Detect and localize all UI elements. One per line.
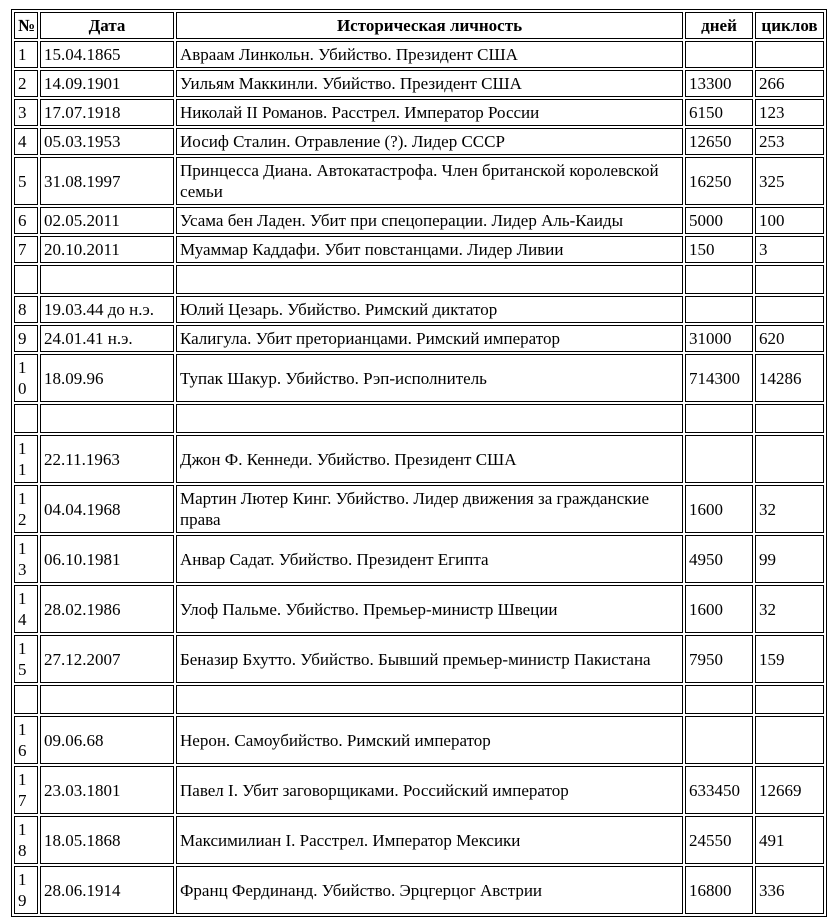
row-number: 14 bbox=[14, 585, 38, 633]
table-row bbox=[14, 41, 824, 68]
days-cell bbox=[685, 716, 753, 764]
row-number: 6 bbox=[14, 207, 38, 234]
days-cell: 16800 bbox=[685, 866, 753, 914]
date-cell: 17.07.1918 bbox=[40, 99, 174, 126]
person-cell: Калигула. Убит преторианцами. Римский император bbox=[176, 325, 683, 352]
empty-cell bbox=[14, 685, 38, 714]
days-cell: 633450 bbox=[685, 766, 753, 814]
date-cell: 31.08.1997 bbox=[40, 157, 174, 205]
cycles-cell: 32 bbox=[755, 585, 824, 633]
person-cell: Николай II Романов. Расстрел. Император России bbox=[176, 99, 683, 126]
historical-figures-table bbox=[11, 9, 827, 917]
date-cell: 27.12.2007 bbox=[40, 635, 174, 683]
table-row bbox=[14, 635, 824, 683]
table-row bbox=[14, 354, 824, 402]
cycles-cell bbox=[755, 435, 824, 483]
row-number: 7 bbox=[14, 236, 38, 263]
table-row bbox=[14, 435, 824, 483]
row-number: 8 bbox=[14, 296, 38, 323]
days-cell: 12650 bbox=[685, 128, 753, 155]
person-cell: Юлий Цезарь. Убийство. Римский диктатор bbox=[176, 296, 683, 323]
table-row bbox=[14, 816, 824, 864]
header-number: № bbox=[14, 12, 38, 39]
row-number: 10 bbox=[14, 354, 38, 402]
header-cycles: циклов bbox=[755, 12, 824, 39]
cycles-cell: 3 bbox=[755, 236, 824, 263]
cycles-cell: 266 bbox=[755, 70, 824, 97]
header-days: дней bbox=[685, 12, 753, 39]
row-number: 18 bbox=[14, 816, 38, 864]
table-row bbox=[14, 485, 824, 533]
date-cell: 02.05.2011 bbox=[40, 207, 174, 234]
table-row bbox=[14, 716, 824, 764]
table-row bbox=[14, 157, 824, 205]
person-cell: Муаммар Каддафи. Убит повстанцами. Лидер Ливии bbox=[176, 236, 683, 263]
spacer-row bbox=[14, 265, 824, 294]
cycles-cell: 253 bbox=[755, 128, 824, 155]
spacer-row bbox=[14, 404, 824, 433]
date-cell: 28.06.1914 bbox=[40, 866, 174, 914]
date-cell: 09.06.68 bbox=[40, 716, 174, 764]
spacer-row bbox=[14, 685, 824, 714]
row-number: 1 bbox=[14, 41, 38, 68]
days-cell: 714300 bbox=[685, 354, 753, 402]
row-number: 12 bbox=[14, 485, 38, 533]
empty-cell bbox=[755, 685, 824, 714]
table-row bbox=[14, 866, 824, 914]
row-number: 19 bbox=[14, 866, 38, 914]
person-cell: Павел I. Убит заговорщиками. Российский император bbox=[176, 766, 683, 814]
table-row bbox=[14, 128, 824, 155]
empty-cell bbox=[685, 404, 753, 433]
cycles-cell: 325 bbox=[755, 157, 824, 205]
days-cell: 7950 bbox=[685, 635, 753, 683]
table-row bbox=[14, 585, 824, 633]
date-cell: 04.04.1968 bbox=[40, 485, 174, 533]
days-cell: 150 bbox=[685, 236, 753, 263]
header-date: Дата bbox=[40, 12, 174, 39]
table-row bbox=[14, 207, 824, 234]
empty-cell bbox=[685, 265, 753, 294]
days-cell: 13300 bbox=[685, 70, 753, 97]
table-row bbox=[14, 236, 824, 263]
empty-cell bbox=[40, 685, 174, 714]
empty-cell bbox=[755, 404, 824, 433]
cycles-cell: 99 bbox=[755, 535, 824, 583]
cycles-cell bbox=[755, 41, 824, 68]
empty-cell bbox=[176, 685, 683, 714]
row-number: 3 bbox=[14, 99, 38, 126]
person-cell: Улоф Пальме. Убийство. Премьер-министр Швеции bbox=[176, 585, 683, 633]
header-row bbox=[14, 12, 824, 39]
cycles-cell: 32 bbox=[755, 485, 824, 533]
date-cell: 24.01.41 н.э. bbox=[40, 325, 174, 352]
cycles-cell: 12669 bbox=[755, 766, 824, 814]
cycles-cell: 123 bbox=[755, 99, 824, 126]
header-person: Историческая личность bbox=[176, 12, 683, 39]
person-cell: Нерон. Самоубийство. Римский император bbox=[176, 716, 683, 764]
cycles-cell: 491 bbox=[755, 816, 824, 864]
row-number: 15 bbox=[14, 635, 38, 683]
person-cell: Анвар Садат. Убийство. Президент Египта bbox=[176, 535, 683, 583]
date-cell: 22.11.1963 bbox=[40, 435, 174, 483]
cycles-cell: 100 bbox=[755, 207, 824, 234]
date-cell: 18.05.1868 bbox=[40, 816, 174, 864]
empty-cell bbox=[176, 265, 683, 294]
date-cell: 06.10.1981 bbox=[40, 535, 174, 583]
date-cell: 23.03.1801 bbox=[40, 766, 174, 814]
days-cell: 1600 bbox=[685, 485, 753, 533]
date-cell: 19.03.44 до н.э. bbox=[40, 296, 174, 323]
cycles-cell: 336 bbox=[755, 866, 824, 914]
cycles-cell: 620 bbox=[755, 325, 824, 352]
row-number: 2 bbox=[14, 70, 38, 97]
row-number: 16 bbox=[14, 716, 38, 764]
empty-cell bbox=[176, 404, 683, 433]
row-number: 4 bbox=[14, 128, 38, 155]
cycles-cell bbox=[755, 716, 824, 764]
table-row bbox=[14, 535, 824, 583]
row-number: 9 bbox=[14, 325, 38, 352]
person-cell: Мартин Лютер Кинг. Убийство. Лидер движения за гражданские права bbox=[176, 485, 683, 533]
row-number: 5 bbox=[14, 157, 38, 205]
days-cell: 31000 bbox=[685, 325, 753, 352]
person-cell: Максимилиан I. Расстрел. Император Мексики bbox=[176, 816, 683, 864]
table-row bbox=[14, 296, 824, 323]
days-cell: 5000 bbox=[685, 207, 753, 234]
empty-cell bbox=[14, 404, 38, 433]
person-cell: Джон Ф. Кеннеди. Убийство. Президент США bbox=[176, 435, 683, 483]
cycles-cell: 159 bbox=[755, 635, 824, 683]
cycles-cell: 14286 bbox=[755, 354, 824, 402]
empty-cell bbox=[14, 265, 38, 294]
person-cell: Иосиф Сталин. Отравление (?). Лидер СССР bbox=[176, 128, 683, 155]
date-cell: 15.04.1865 bbox=[40, 41, 174, 68]
person-cell: Уильям Маккинли. Убийство. Президент США bbox=[176, 70, 683, 97]
person-cell: Усама бен Ладен. Убит при спецоперации. Лидер Аль-Каиды bbox=[176, 207, 683, 234]
empty-cell bbox=[40, 265, 174, 294]
days-cell: 16250 bbox=[685, 157, 753, 205]
days-cell: 6150 bbox=[685, 99, 753, 126]
person-cell: Беназир Бхутто. Убийство. Бывший премьер-министр Пакистана bbox=[176, 635, 683, 683]
days-cell bbox=[685, 41, 753, 68]
empty-cell bbox=[685, 685, 753, 714]
days-cell: 4950 bbox=[685, 535, 753, 583]
days-cell bbox=[685, 296, 753, 323]
person-cell: Авраам Линкольн. Убийство. Президент США bbox=[176, 41, 683, 68]
table-row bbox=[14, 325, 824, 352]
row-number: 11 bbox=[14, 435, 38, 483]
days-cell bbox=[685, 435, 753, 483]
date-cell: 14.09.1901 bbox=[40, 70, 174, 97]
person-cell: Франц Фердинанд. Убийство. Эрцгерцог Австрии bbox=[176, 866, 683, 914]
date-cell: 05.03.1953 bbox=[40, 128, 174, 155]
row-number: 17 bbox=[14, 766, 38, 814]
date-cell: 28.02.1986 bbox=[40, 585, 174, 633]
table-row bbox=[14, 70, 824, 97]
person-cell: Принцесса Диана. Автокатастрофа. Член британской королевской семьи bbox=[176, 157, 683, 205]
cycles-cell bbox=[755, 296, 824, 323]
empty-cell bbox=[755, 265, 824, 294]
empty-cell bbox=[40, 404, 174, 433]
date-cell: 18.09.96 bbox=[40, 354, 174, 402]
row-number: 13 bbox=[14, 535, 38, 583]
table-row bbox=[14, 99, 824, 126]
days-cell: 24550 bbox=[685, 816, 753, 864]
table-row bbox=[14, 766, 824, 814]
days-cell: 1600 bbox=[685, 585, 753, 633]
date-cell: 20.10.2011 bbox=[40, 236, 174, 263]
person-cell: Тупак Шакур. Убийство. Рэп-исполнитель bbox=[176, 354, 683, 402]
